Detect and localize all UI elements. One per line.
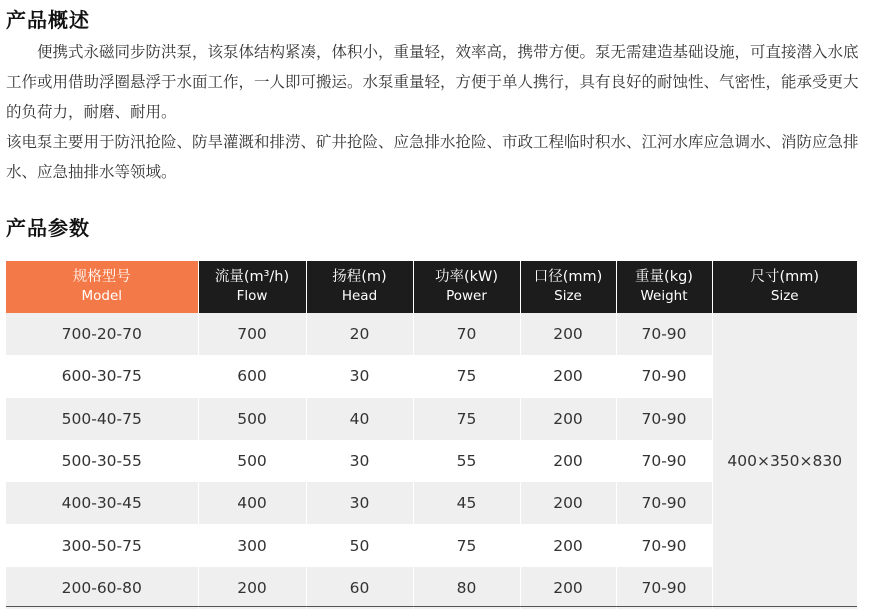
- cell-model: 400-30-45: [6, 482, 198, 524]
- cell-power: 70: [413, 313, 520, 355]
- params-title: 产品参数: [6, 216, 90, 240]
- overview-paragraph-1: 便携式永磁同步防洪泵，该泵体结构紧凑，体积小，重量轻，效率高，携带方便。泵无需建造基础设施，可直接潜入水底工作或用借助浮圈悬浮于水面工作，一人即可搬运。水泵重量轻，方便于单人携行，具有良好的耐蚀性、气密性，能承受更大的负荷力，耐磨、耐用。: [6, 43, 859, 121]
- cell-weight: 70-90: [616, 355, 712, 397]
- overview-paragraph-2: 该电泵主要用于防汛抢险、防旱灌溉和排涝、矿井抢险、应急排水抢险、市政工程临时积水、江河水库应急调水、消防应急排水、应急抽排水等领域。: [6, 133, 859, 181]
- cell-caliber: 200: [520, 567, 616, 609]
- cell-caliber: 200: [520, 440, 616, 482]
- cell-flow: 600: [198, 355, 306, 397]
- cell-weight: 70-90: [616, 398, 712, 440]
- cell-model: 200-60-80: [6, 567, 198, 609]
- cell-head: 30: [306, 355, 413, 397]
- cell-flow: 500: [198, 440, 306, 482]
- header-weight: 重量(kg) Weight: [616, 261, 712, 313]
- overview-title: 产品概述: [6, 8, 90, 32]
- cell-head: 60: [306, 567, 413, 609]
- table-bottom-border: [6, 606, 857, 607]
- cell-flow: 200: [198, 567, 306, 609]
- cell-model: 300-50-75: [6, 524, 198, 566]
- cell-model: 700-20-70: [6, 313, 198, 355]
- header-power: 功率(kW) Power: [413, 261, 520, 313]
- cell-weight: 70-90: [616, 440, 712, 482]
- cell-flow: 500: [198, 398, 306, 440]
- cell-flow: 300: [198, 524, 306, 566]
- cell-caliber: 200: [520, 482, 616, 524]
- cell-power: 75: [413, 524, 520, 566]
- cell-power: 45: [413, 482, 520, 524]
- cell-flow: 400: [198, 482, 306, 524]
- cell-weight: 70-90: [616, 482, 712, 524]
- cell-head: 40: [306, 398, 413, 440]
- cell-head: 30: [306, 440, 413, 482]
- header-caliber: 口径(mm) Size: [520, 261, 616, 313]
- cell-caliber: 200: [520, 398, 616, 440]
- cell-caliber: 200: [520, 313, 616, 355]
- cell-power: 75: [413, 355, 520, 397]
- header-dimensions: 尺寸(mm) Size: [712, 261, 857, 313]
- cell-model: 500-30-55: [6, 440, 198, 482]
- cell-head: 30: [306, 482, 413, 524]
- cell-model: 600-30-75: [6, 355, 198, 397]
- cell-weight: 70-90: [616, 524, 712, 566]
- header-model: 规格型号 Model: [6, 261, 198, 313]
- cell-power: 75: [413, 398, 520, 440]
- cell-caliber: 200: [520, 355, 616, 397]
- table-header-row: [6, 261, 857, 313]
- cell-model: 500-40-75: [6, 398, 198, 440]
- cell-power: 80: [413, 567, 520, 609]
- cell-head: 50: [306, 524, 413, 566]
- table-row: [6, 313, 857, 355]
- header-flow: 流量(m³/h) Flow: [198, 261, 306, 313]
- cell-head: 20: [306, 313, 413, 355]
- cell-flow: 700: [198, 313, 306, 355]
- header-head: 扬程(m) Head: [306, 261, 413, 313]
- cell-weight: 70-90: [616, 567, 712, 609]
- cell-weight: 70-90: [616, 313, 712, 355]
- params-table: [6, 261, 857, 609]
- cell-dimensions: 400×350×830: [712, 313, 857, 609]
- cell-caliber: 200: [520, 524, 616, 566]
- cell-power: 55: [413, 440, 520, 482]
